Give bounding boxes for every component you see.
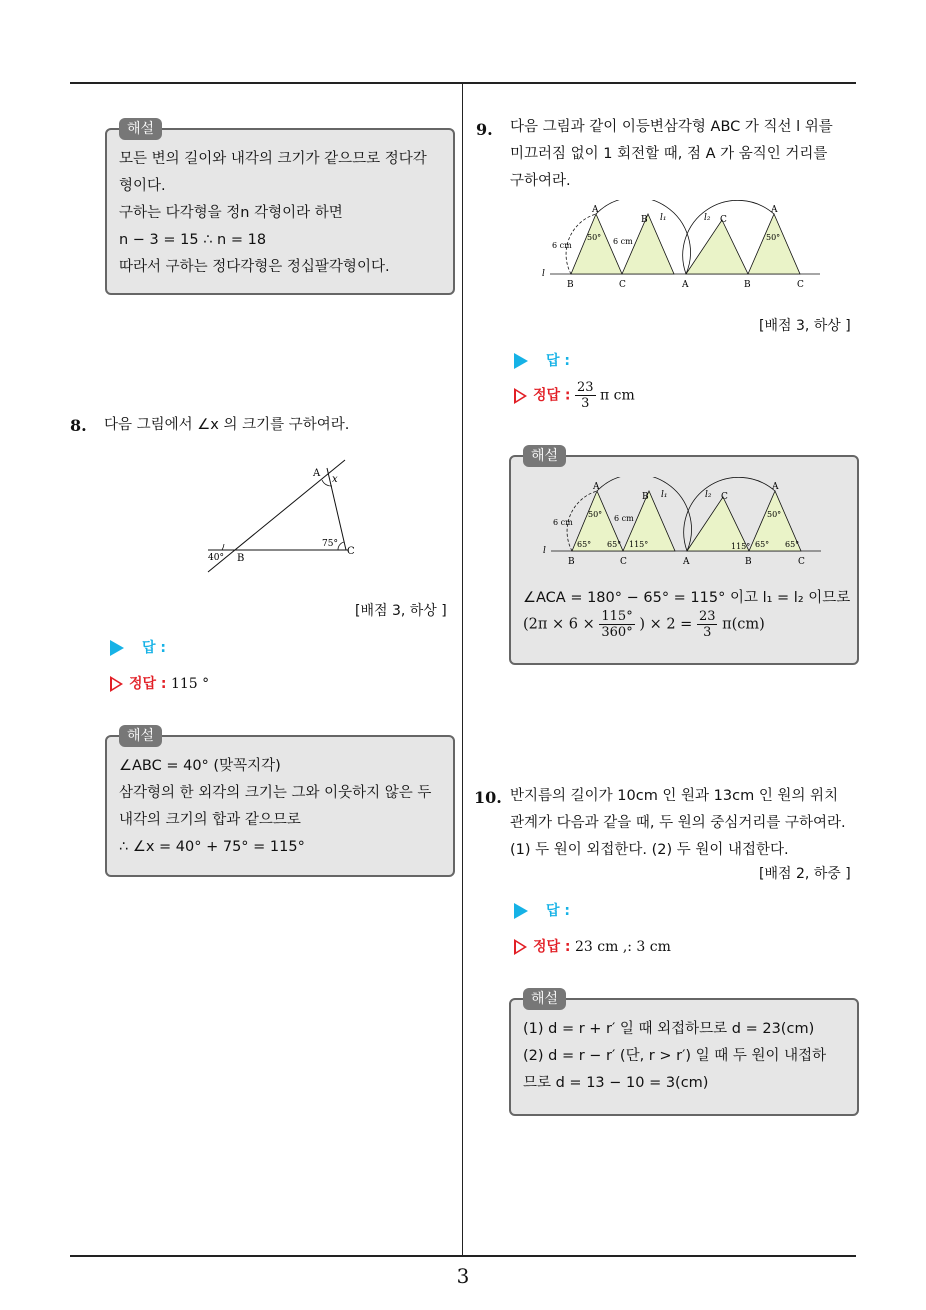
solution-line: 구하는 다각형을 정n 각형이라 하면 — [119, 205, 343, 221]
correct-fraction: $\frac{23}{3}$ — [576, 380, 594, 411]
sol-fig-ang65d: 65° — [785, 540, 800, 549]
solution-line: 따라서 구하는 정다각형은 정십팔각형이다. — [119, 259, 390, 275]
q10-solution-box — [509, 991, 859, 1116]
correct-value: 115 ° — [170, 676, 210, 692]
answer-label: 답 : — [546, 903, 570, 919]
sol-fig-c-bot1: C — [620, 557, 627, 567]
q10-text-line: 반지름의 길이가 10cm 인 원과 13cm 인 원의 위치 — [510, 788, 839, 804]
q8-angle-75-arc — [338, 542, 344, 550]
q8-answer-row[interactable] — [110, 637, 166, 657]
q8-angle-40-arc — [222, 544, 224, 550]
solution-tag: 해설 — [523, 445, 566, 467]
prev-solution-box — [105, 121, 455, 295]
sol-fig-len1: 6 cm — [553, 518, 573, 527]
q9-number: 9. — [476, 120, 493, 139]
q8-line-through-b — [208, 460, 345, 572]
triangle-3 — [686, 220, 748, 274]
correct-label: 정답 : — [533, 387, 571, 404]
sol-fig-len2: 6 cm — [614, 514, 634, 523]
open-triangle-icon — [514, 939, 527, 955]
q9-correct-row — [514, 380, 635, 411]
fig-label-a1: A — [592, 205, 599, 215]
solution-line: 모든 변의 길이와 내각의 크기가 같으므로 정다각 — [119, 151, 427, 167]
sol-fig-ang115b: 115° — [731, 542, 751, 551]
fig-label-l1: l₁ — [660, 213, 667, 223]
solution-line: 내각의 크기의 합과 같으므로 — [119, 812, 301, 828]
solution-line: ∴ ∠x = 40° + 75° = 115° — [119, 839, 305, 855]
play-icon — [514, 353, 528, 369]
fig-label-c-bottom2: C — [797, 280, 804, 290]
q9-text — [510, 114, 833, 195]
q10-text — [510, 783, 846, 864]
q8-figure — [200, 450, 360, 578]
fig-label-c1: C — [720, 215, 727, 225]
q8-label-c: C — [347, 546, 355, 557]
fig-ang-50a: 50° — [587, 233, 602, 242]
correct-label: 정답 : — [533, 939, 571, 955]
q8-label-a: A — [313, 468, 321, 479]
sol-fig-c1: C — [721, 492, 728, 502]
solution-line: n − 3 = 15 ∴ n = 18 — [119, 232, 267, 248]
q8-label-b: B — [237, 553, 245, 564]
q9-solution-line2: (2π × 6 × $\frac{115^\circ}{360^\circ}$ ) × 2 = $\frac{23}{3}$ π(cm) — [523, 609, 765, 640]
open-triangle-icon — [514, 388, 527, 404]
sol-fig-a1: A — [593, 482, 600, 492]
sol-fig-l1: l₁ — [661, 490, 668, 500]
fig-label-b-bottom1: B — [567, 280, 574, 290]
q10-text-line: 관계가 다음과 같을 때, 두 원의 중심거리를 구하여라. — [510, 815, 846, 831]
solution-line: 형이다. — [119, 178, 166, 194]
sol-fig-l2: l₂ — [705, 490, 712, 500]
q8-solution-box — [105, 728, 455, 877]
fig-len-1: 6 cm — [552, 241, 572, 250]
q9-text-line: 다음 그림과 같이 이등변삼각형 ABC 가 직선 l 위를 — [510, 119, 833, 135]
q10-text-line: (1) 두 원이 외접한다. (2) 두 원이 내접한다. — [510, 842, 789, 858]
sol-fig-b-bot2: B — [745, 557, 752, 567]
answer-label: 답 : — [546, 353, 570, 369]
solution-line: (1) d = r + r′ 일 때 외접하므로 d = 23(cm) — [523, 1021, 815, 1037]
solution-line: 삼각형의 한 외각의 크기는 그와 이웃하지 않은 두 — [119, 785, 432, 801]
play-icon — [514, 903, 528, 919]
page-number: 3 — [456, 1264, 470, 1288]
q8-score: [배점 3, 하상 ] — [355, 603, 447, 619]
sol-fig-ang65c: 65° — [755, 540, 770, 549]
sol-fig-c-bot2: C — [798, 557, 805, 567]
sol-fig-ang65b: 65° — [607, 540, 622, 549]
correct-label: 정답 : — [129, 676, 167, 692]
q9-figure — [540, 200, 825, 295]
sol-fig-a2: A — [772, 482, 779, 492]
q8-angle-75: 75° — [322, 539, 338, 549]
triangle-4 — [748, 214, 800, 274]
solution-tag: 해설 — [119, 725, 162, 747]
q10-score: [배점 2, 하중 ] — [759, 866, 851, 882]
fig-ang-50b: 50° — [766, 233, 781, 242]
correct-unit: π cm — [599, 387, 635, 404]
solution-tag: 해설 — [523, 988, 566, 1010]
q8-angle-40: 40° — [208, 553, 224, 563]
correct-value: 23 cm ,: 3 cm — [574, 939, 671, 955]
q8-label-x: x — [332, 474, 338, 485]
sol-fig-a-bot: A — [683, 557, 690, 567]
q9-solution-line1: ∠ACA = 180° − 65° = 115° 이고 l₁ = l₂ 이므로 — [523, 590, 851, 606]
q9-text-line: 구하여라. — [510, 173, 571, 189]
sol-fig-b1: B — [642, 492, 649, 502]
q9-solution-figure — [541, 477, 826, 567]
sol-fig-ang50b: 50° — [767, 510, 782, 519]
answer-label: 답 : — [142, 640, 166, 656]
q10-correct-row — [514, 936, 671, 956]
column-divider — [462, 84, 463, 1256]
sol-fig-ang50a: 50° — [588, 510, 603, 519]
q9-solution-box — [509, 448, 859, 665]
solution-line: ∠ABC = 40° (맞꼭지각) — [119, 758, 281, 774]
solution-tag: 해설 — [119, 118, 162, 140]
q9-text-line: 미끄러짐 없이 1 회전할 때, 점 A 가 움직인 거리를 — [510, 146, 828, 162]
q8-number: 8. — [70, 416, 87, 435]
fig-label-line: l — [542, 269, 545, 279]
sol-fig-ang65a: 65° — [577, 540, 592, 549]
solution-line: (2) d = r − r′ (단, r > r′) 일 때 두 원이 내접하 — [523, 1048, 827, 1064]
fig-label-b-bottom2: B — [744, 280, 751, 290]
top-rule — [70, 82, 856, 84]
solution-line: 므로 d = 13 − 10 = 3(cm) — [523, 1075, 709, 1091]
fig-label-a2: A — [771, 205, 778, 215]
q9-answer-row[interactable] — [514, 350, 570, 370]
open-triangle-icon — [110, 676, 123, 692]
sol-fig-b-bot1: B — [568, 557, 575, 567]
sol-fig-ang115a: 115° — [629, 540, 649, 549]
sol-fig-l: l — [543, 546, 546, 556]
q9-score: [배점 3, 하상 ] — [759, 318, 851, 334]
fig-label-a-bottom: A — [682, 280, 689, 290]
bottom-rule — [70, 1255, 856, 1257]
fig-len-2: 6 cm — [613, 237, 633, 246]
fig-label-c-bottom1: C — [619, 280, 626, 290]
q8-correct-row — [110, 673, 209, 693]
play-icon — [110, 640, 124, 656]
fig-label-l2: l₂ — [704, 213, 711, 223]
fig-label-b1: B — [641, 215, 648, 225]
q10-answer-row[interactable] — [514, 900, 570, 920]
q8-text: 다음 그림에서 ∠x 의 크기를 구하여라. — [104, 417, 350, 433]
q10-number: 10. — [474, 788, 502, 807]
